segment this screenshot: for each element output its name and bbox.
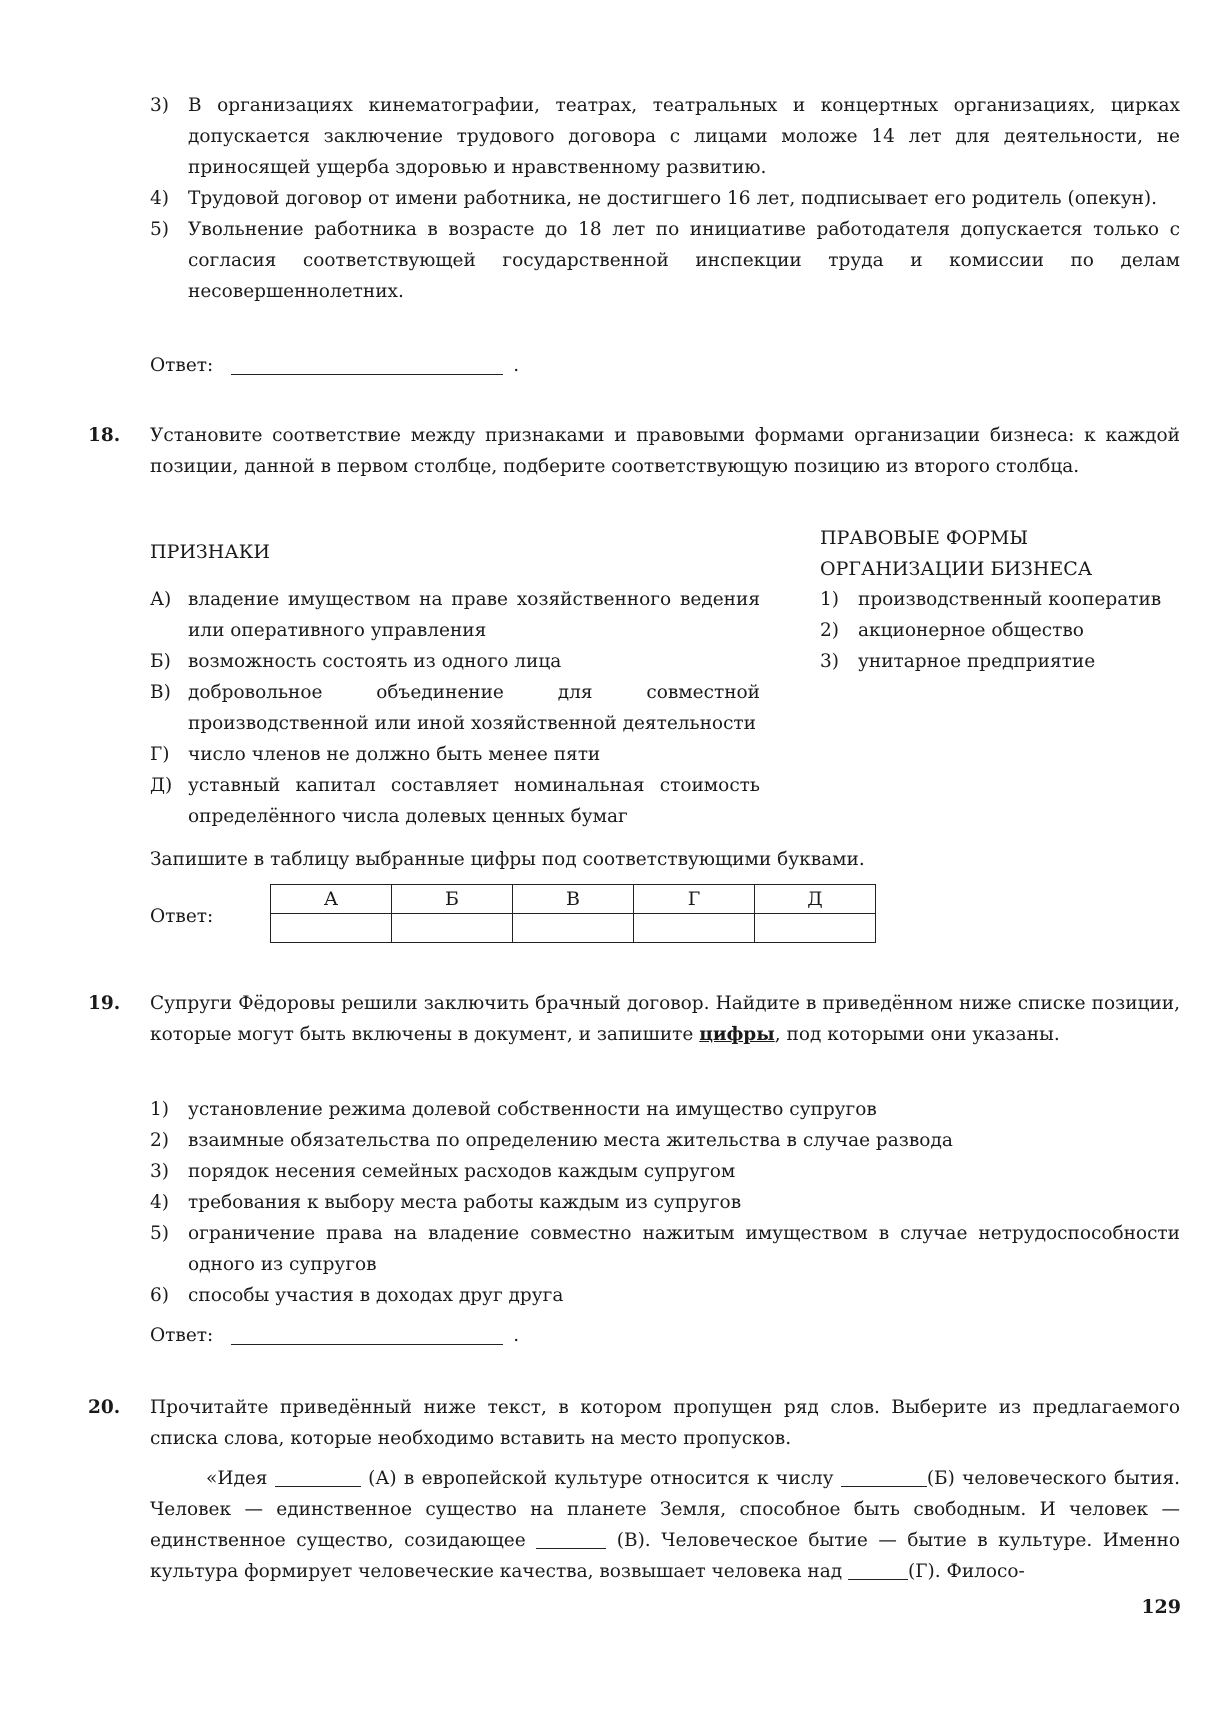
answer-table-header: В (513, 885, 634, 914)
q19-list (150, 1094, 1180, 1311)
q17-list (150, 90, 1180, 307)
item-letter: А) (150, 589, 172, 610)
blank-c[interactable] (536, 1530, 606, 1549)
item-number: 3) (150, 95, 169, 116)
item-number: 1) (150, 1099, 169, 1120)
right-heading-line: ОРГАНИЗАЦИИ БИЗНЕСА (820, 558, 1093, 580)
list-item (150, 183, 1180, 214)
gap-text-part: (В). Человеческое бытие — бытие в культуре. Именно культура формирует человеческие качества, возвышает человека над (150, 1530, 1181, 1582)
item-number: 4) (150, 1192, 169, 1213)
answer-label: Ответ: (150, 906, 214, 927)
list-item (150, 739, 760, 770)
answer-cell[interactable] (513, 914, 634, 943)
item-text: акционерное общество (858, 620, 1084, 641)
list-item (150, 90, 1180, 183)
item-text: Увольнение работника в возрасте до 18 лет по инициативе работодателя допускается только с согласия соответствующей государственной инспекции труда и комиссии по делам несовершеннолетних. (188, 219, 1180, 302)
question-prompt: Установите соответствие между признаками и правовыми формами организации бизнеса: к каждой позиции, данной в первом столбце, подберите соответствующую позицию из второго столбца. (150, 425, 1180, 477)
gap-text (150, 1463, 1180, 1587)
item-text: возможность состоять из одного лица (188, 651, 562, 672)
gap-text-part: «Идея (206, 1468, 268, 1489)
item-letter: Д) (150, 775, 173, 796)
answer-label: Ответ: (150, 355, 214, 376)
question-number: 18. (88, 425, 121, 446)
item-text: требования к выбору места работы каждым из супругов (188, 1192, 742, 1213)
blank-a[interactable] (275, 1468, 361, 1487)
item-letter: В) (150, 682, 171, 703)
item-text: добровольное объединение для совместной производственной или иной хозяйственной деятельности (188, 682, 760, 734)
item-text: порядок несения семейных расходов каждым супругом (188, 1161, 736, 1182)
list-item (150, 1094, 1180, 1125)
question-prompt: Прочитайте приведённый ниже текст, в котором пропущен ряд слов. Выберите из предлагаемого списка слова, которые необходимо вставить на место пропусков. (150, 1397, 1180, 1449)
answer-cell[interactable] (755, 914, 876, 943)
item-text: уставный капитал составляет номинальная стоимость определённого числа долевых ценных бумаг (188, 775, 760, 827)
item-text: установление режима долевой собственности на имущество супругов (188, 1099, 877, 1120)
answer-table-header: А (271, 885, 392, 914)
blank-b[interactable] (841, 1468, 927, 1487)
answer-label: Ответ: (150, 1325, 214, 1346)
gap-text-part: (Г). Филосо- (908, 1561, 1025, 1582)
prompt-emphasis: цифры (699, 1024, 775, 1045)
item-number: 6) (150, 1285, 169, 1306)
item-text: взаимные обязательства по определению места жительства в случае развода (188, 1130, 953, 1151)
q18-right-list (820, 584, 1190, 677)
list-item (150, 214, 1180, 307)
item-number: 2) (820, 620, 839, 641)
answer-table-input-row (271, 914, 876, 943)
prompt-text: , под которыми они указаны. (774, 1024, 1060, 1045)
list-item (150, 770, 760, 832)
item-text: число членов не должно быть менее пяти (188, 744, 601, 765)
list-item (820, 646, 1190, 677)
question-prompt (150, 988, 1180, 1050)
q18-instruction: Запишите в таблицу выбранные цифры под соответствующими буквами. (150, 849, 865, 870)
right-heading (820, 523, 1092, 585)
gap-text-part: (А) в европейской культуре относится к числу (368, 1468, 834, 1489)
item-number: 5) (150, 1223, 169, 1244)
prompt-text: Супруги Фёдоровы решили заключить брачный договор. Найдите в приведённом ниже списке позиции, которые могут быть включены в документ, и запишите (150, 993, 1180, 1045)
list-item (150, 1156, 1180, 1187)
list-item (820, 615, 1190, 646)
item-text: унитарное предприятие (858, 651, 1096, 672)
item-number: 3) (820, 651, 839, 672)
answer-table (270, 884, 876, 943)
item-letter: Г) (150, 744, 170, 765)
list-item (150, 1187, 1180, 1218)
item-number: 4) (150, 188, 169, 209)
list-item (820, 584, 1190, 615)
q19-answer (150, 1320, 519, 1351)
answer-field[interactable] (231, 1324, 503, 1345)
item-text: В организациях кинематографии, театрах, театральных и концертных организациях, цирках допускается заключение трудового договора с лицами моложе 14 лет для деятельности, не приносящей ущерба здоровью и нравственному развитию. (188, 95, 1180, 178)
question-number: 19. (88, 993, 121, 1014)
list-item (150, 1218, 1180, 1280)
answer-table-header: Г (634, 885, 755, 914)
blank-d[interactable] (848, 1561, 908, 1580)
item-text: Трудовой договор от имени работника, не достигшего 16 лет, подписывает его родитель (опекун). (188, 188, 1158, 209)
answer-field[interactable] (231, 354, 503, 375)
answer-cell[interactable] (271, 914, 392, 943)
answer-end: . (513, 355, 520, 376)
answer-cell[interactable] (634, 914, 755, 943)
item-text: способы участия в доходах друг друга (188, 1285, 564, 1306)
q18-left-list (150, 584, 760, 832)
item-letter: Б) (150, 651, 171, 672)
question-number: 20. (88, 1397, 121, 1418)
q17-answer (150, 350, 519, 381)
item-number: 1) (820, 589, 839, 610)
item-number: 5) (150, 219, 169, 240)
answer-cell[interactable] (392, 914, 513, 943)
item-text: владение имуществом на праве хозяйственного ведения или оперативного управления (188, 589, 760, 641)
answer-table-header: Д (755, 885, 876, 914)
gap-text-part: (Б) человеческого бытия. Человек — единственное существо на планете Земля, способное быть свободным. И человек — единственное существо, созидающее (150, 1468, 1180, 1551)
list-item (150, 1280, 1180, 1311)
item-text: ограничение права на владение совместно нажитым имуществом в случае нетрудоспособности одного из супругов (188, 1223, 1180, 1275)
left-heading: ПРИЗНАКИ (150, 541, 270, 563)
answer-end: . (513, 1325, 520, 1346)
list-item (150, 584, 760, 646)
item-number: 2) (150, 1130, 169, 1151)
list-item (150, 677, 760, 739)
item-text: производственный кооператив (858, 589, 1162, 610)
page-number: 129 (1141, 1596, 1181, 1618)
right-heading-line: ПРАВОВЫЕ ФОРМЫ (820, 527, 1029, 549)
answer-table-header: Б (392, 885, 513, 914)
item-number: 3) (150, 1161, 169, 1182)
list-item (150, 646, 760, 677)
answer-table-header-row (271, 885, 876, 914)
list-item (150, 1125, 1180, 1156)
